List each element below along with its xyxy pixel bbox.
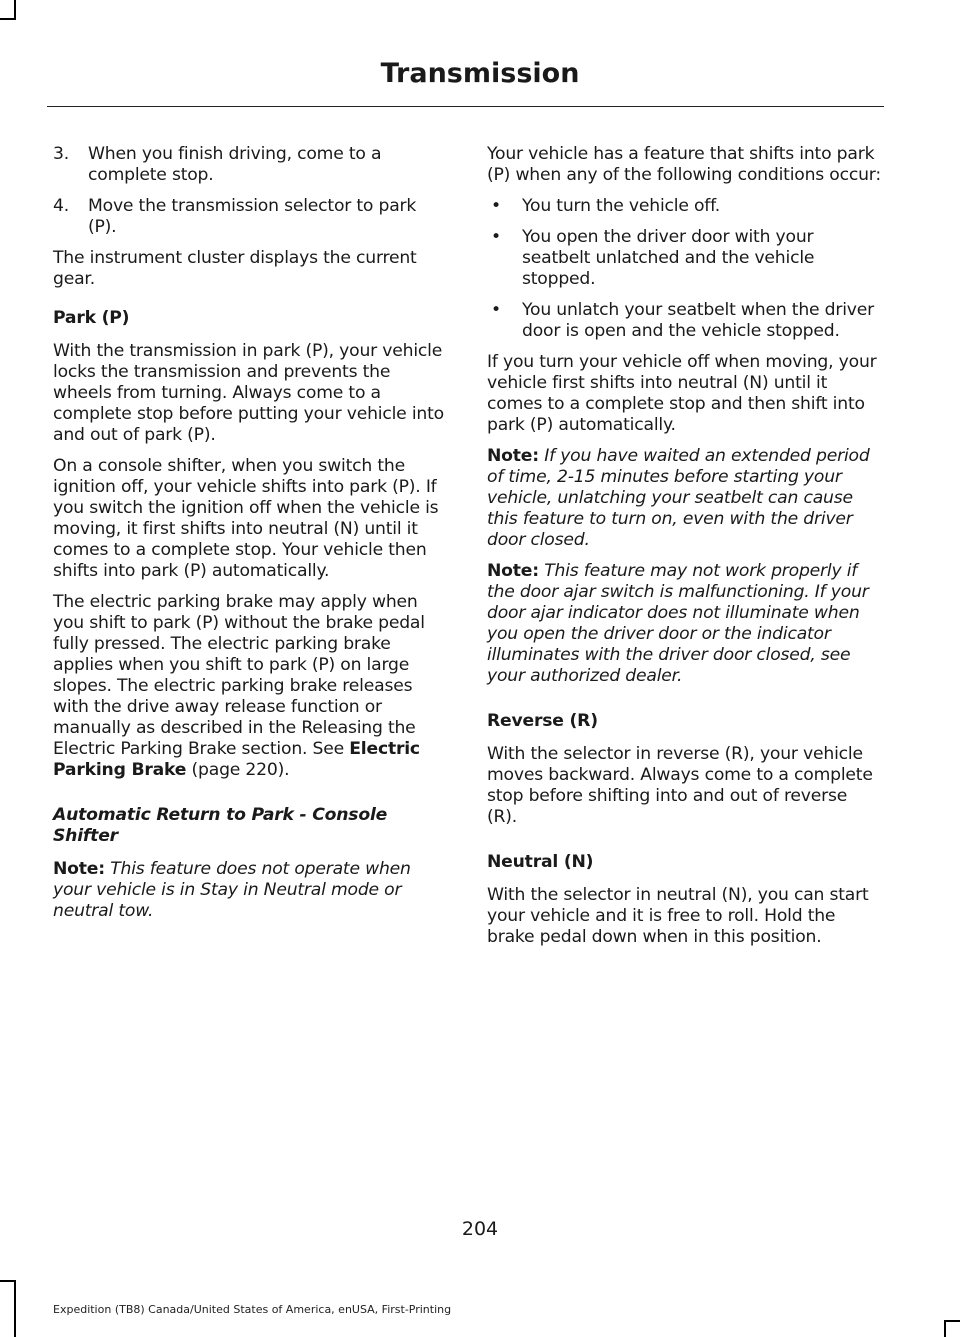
- heading-automatic-return: Automatic Return to Park - Console Shifter: [53, 805, 388, 846]
- right-column: [487, 144, 882, 958]
- crop-mark-top-left-v: [14, 0, 16, 20]
- note-text: If you have waited an extended period of time, 2-15 minutes before starting your vehicle, unlatching your seatbelt can cause this feature to turn on, even with the driver door closed.: [487, 446, 870, 550]
- numbered-steps: [53, 144, 448, 238]
- list-item: [487, 300, 882, 342]
- note-text: This feature does not operate when your vehicle is in Stay in Neutral mode or neutral tow.: [53, 859, 411, 921]
- page-title: Transmission: [380, 58, 580, 89]
- crop-mark-top-left-h: [0, 18, 16, 20]
- left-column: [53, 144, 448, 932]
- paragraph-intro: Your vehicle has a feature that shifts into park (P) when any of the following conditions occur:: [487, 144, 881, 185]
- heading-neutral: Neutral (N): [487, 852, 594, 872]
- paragraph-text: (page 220).: [186, 760, 290, 780]
- note-2: [487, 446, 882, 551]
- note-label: Note:: [487, 561, 539, 581]
- note-1: [53, 859, 448, 922]
- step-text: When you finish driving, come to a complete stop.: [88, 144, 382, 185]
- paragraph-park-2: On a console shifter, when you switch the ignition off, your vehicle shifts into park (P). If you switch the ignition off when the vehicle is moving, it first shifts into neutral (N) until it comes to a complete stop. Your vehicle then shifts into park (P) automatically.: [53, 456, 439, 581]
- paragraph-moving: If you turn your vehicle off when moving, your vehicle first shifts into neutral (N) until it comes to a complete stop and then shift into park (P) automatically.: [487, 352, 877, 435]
- list-item: [487, 196, 882, 217]
- bullet-icon: •: [491, 300, 501, 320]
- xref-electric-parking-brake[interactable]: Electric Parking Brake: [53, 739, 420, 780]
- note-text: This feature may not work properly if the door ajar switch is malfunctioning. If your door ajar indicator does not illuminate when you open the driver door or the indicator illuminates with the driver door closed, see your authorized dealer.: [487, 561, 869, 686]
- crop-mark-bottom-right-v: [944, 1322, 946, 1337]
- note-label: Note:: [53, 859, 105, 879]
- paragraph-text: The electric parking brake may apply when you shift to park (P) without the brake pedal fully pressed. The electric parking brake applies when you shift to park (P) on large slopes. The electric parking brake releases with the drive away release function or manually as described in the Releasing the Electric Parking Brake section. See: [53, 592, 425, 759]
- step-text: Move the transmission selector to park (P).: [88, 196, 417, 237]
- paragraph-neutral: With the selector in neutral (N), you can start your vehicle and it is free to roll. Hold the brake pedal down when in this position.: [487, 885, 869, 947]
- list-item: [487, 227, 882, 290]
- condition-bullets: [487, 196, 882, 342]
- crop-mark-bottom-left-h: [0, 1280, 16, 1282]
- note-label: Note:: [487, 446, 539, 466]
- bullet-text: You turn the vehicle off.: [522, 196, 721, 216]
- bullet-text: You open the driver door with your seatbelt unlatched and the vehicle stopped.: [522, 227, 815, 289]
- paragraph-park-3: [53, 592, 448, 781]
- paragraph-reverse: With the selector in reverse (R), your vehicle moves backward. Always come to a complete stop before shifting into and out of reverse (R).: [487, 744, 873, 827]
- step-number: 3.: [53, 144, 69, 164]
- heading-reverse: Reverse (R): [487, 711, 598, 731]
- bullet-text: You unlatch your seatbelt when the driver door is open and the vehicle stopped.: [522, 300, 875, 341]
- step-number: 4.: [53, 196, 69, 216]
- list-item: [53, 196, 448, 238]
- list-item: [53, 144, 448, 186]
- note-3: [487, 561, 882, 687]
- page-number: 204: [461, 1218, 499, 1240]
- header-divider: [47, 106, 884, 107]
- paragraph-park-1: With the transmission in park (P), your vehicle locks the transmission and prevents the wheels from turning. Always come to a complete stop before putting your vehicle into and out of park (P).: [53, 341, 444, 445]
- crop-mark-bottom-left-v: [14, 1280, 16, 1337]
- footer-edition: Expedition (TB8) Canada/United States of America, enUSA, First-Printing: [53, 1303, 452, 1316]
- heading-park: Park (P): [53, 308, 130, 328]
- bullet-icon: •: [491, 196, 501, 216]
- bullet-icon: •: [491, 227, 501, 247]
- paragraph-cluster: The instrument cluster displays the current gear.: [53, 248, 417, 289]
- crop-mark-bottom-right-h: [944, 1320, 960, 1322]
